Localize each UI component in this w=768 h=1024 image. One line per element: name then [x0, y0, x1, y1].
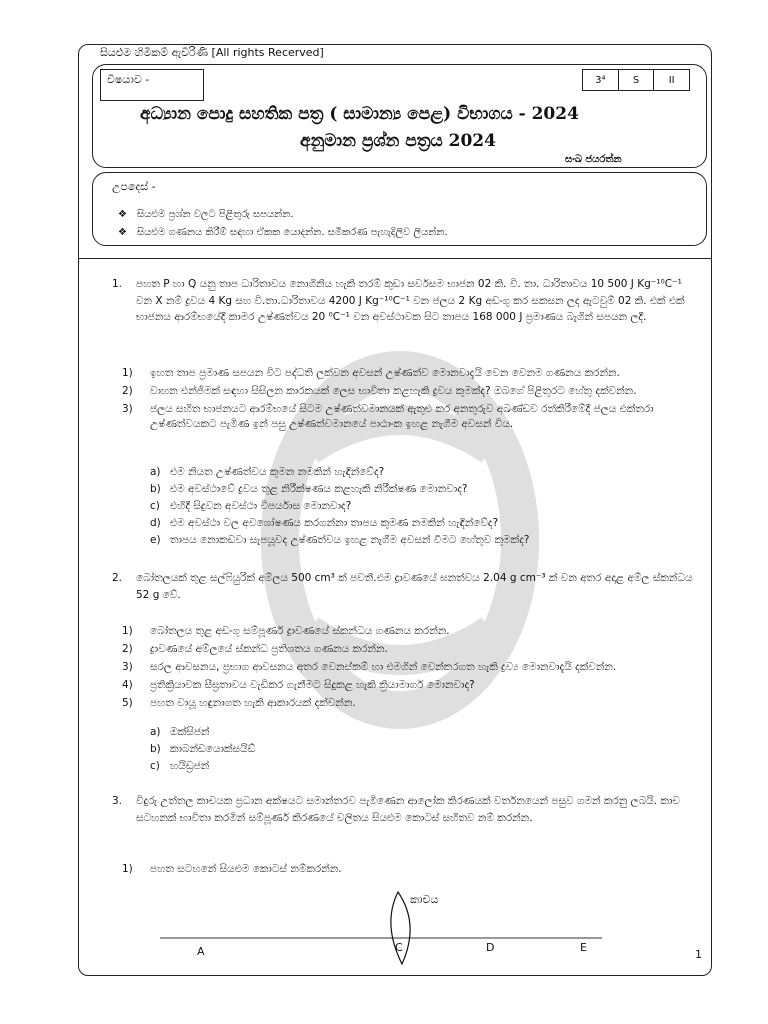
sub-item: e) තාපය නොකඩවා සැපයූවද උෂ්ණත්වය ඉහළ නැගීම අවසන් වීමට හේතුව කුමක්ද? — [150, 534, 530, 546]
question-items — [122, 366, 692, 432]
question-text: බෝතලයක් තුළ සල්ෆියුරික් අම්ලය 500 cm³ ක් පවතී.එම ද්‍රාවණයේ ඝනත්වය 2.04 g cm⁻³ ක් වන අතර අදාළ අම්ල ස්කන්ධය 52 g වේ. — [136, 572, 693, 601]
subject-field — [100, 69, 204, 101]
question-number: 1. — [112, 278, 123, 290]
instructions-title: උපදෙස් - — [112, 180, 156, 193]
diamond-bullet-icon: ❖ — [118, 209, 127, 220]
question-items — [122, 862, 692, 877]
point-label: D — [486, 941, 495, 954]
question-item: 1) ඉහත තාප ප්‍රමාණ සපයන විට පද්ධති ලක්වන අවසන් උෂ්ණත්ව මොනවාදැයි වෙන වෙනම ගණනය කරන්න. — [122, 367, 620, 379]
point-label: C — [395, 941, 403, 954]
question-item: 3) ජලය සහිත භාජනයට ආරම්භයේ සිටම උෂ්ණත්වමානයක් ඇතුළු කර අනතුරුව අඛණ්ඩව රත්කිරීමේදී ජලය එක්තරා උෂ්ණත්වයකට පැමිණ ඉන් පසු උෂ්ණත්වමානයේ පාඨාංක ඉහළ නැගීම අවසන් විය. — [122, 403, 654, 430]
question-item: 2) වාහන එන්ජිමක් සඳහා සිසිලන කාරකයක් ලෙස භාවිතා කළහැකි ද්‍රවය කුමක්ද? ඔබගේ පිළිතුරට හේතු දක්වන්න. — [122, 385, 637, 397]
question-items — [122, 624, 692, 711]
author-name: සංඛ ජයරත්න — [565, 154, 622, 165]
page-number: 1 — [695, 948, 702, 961]
question-item: 5) පහත වායූ හඳුනාගත හැකි ආකාරයක් දක්වන්න. — [122, 697, 356, 709]
instruction-item: ❖ සියළුම ගණනය කිරීම් සඳහා ඒකක යොදන්න. සමීකරණ පැහැදිලිව ලියන්න. — [118, 227, 448, 238]
question-item: 1) බෝතලය තුළ අඩංගු සම්පූර්ණ ද්‍රාවණයේ ස්කන්ධය ගණනය කරන්න. — [122, 625, 450, 637]
sub-item: a) එම නියත උෂ්ණත්වය කුමන නමකින් හැඳින්වේද? — [150, 466, 385, 478]
question-number: 2. — [112, 572, 123, 584]
sub-item: b) එම අවස්ථාවේ ද්‍රවය තුළ නිරීක්ෂණය කළහැකි නිරීක්ෂණ මොනවාද? — [150, 483, 468, 495]
paper-subtitle: අනුමාන ප්‍රශ්න පත්‍රය 2024 — [300, 131, 496, 151]
diamond-bullet-icon: ❖ — [118, 227, 127, 238]
sub-item: d) එම අවස්ථා වල අවශෝෂණය කරගන්නා තාපය කුමණ නමකින් හැඳින්වේද? — [150, 517, 499, 529]
sub-item: b) කාබන්ඩයොක්සයිඩ් — [150, 743, 256, 755]
question-number: 3. — [112, 795, 123, 807]
divider — [78, 258, 712, 259]
question-item: 3) සරල ආවසනය, ප්‍රභාග ආවසනය අතර වෙනස්කම් හා එමගින් වෙන්කරගත හැකි ද්‍රව්‍ය මොනවාදැයි දක්වන්න. — [122, 661, 617, 673]
instruction-item: ❖ සියළුම ප්‍රශ්න වලට පිළිතුරු සපයන්න. — [118, 209, 294, 220]
sub-item: c) හයිඩ්‍රජන් — [150, 760, 210, 772]
sub-item: c) එහිදී සිදුවන අවස්ථා විපර්යාස මොනවාද? — [150, 500, 352, 512]
code-cell-grade: 3⁴ — [595, 74, 606, 86]
question-item: 1) පහත සටහනේ සියළුම කොටස් නම්කරන්න. — [122, 863, 342, 875]
question-item: 2) ද්‍රාවණයේ අම්ලයේ ස්කන්ධ ප්‍රතිශතය ගණනය කරන්න. — [122, 643, 388, 655]
point-label: E — [580, 941, 587, 954]
sub-items — [150, 724, 450, 775]
lens-diagram — [150, 888, 630, 968]
exam-title: අධ්‍යාන පොදු සහතික පත්‍ර ( සාමාන්‍ය පෙළ) විභාගය - 2024 — [140, 104, 579, 124]
subject-label: විෂයාව - — [107, 73, 150, 86]
sub-items — [150, 464, 690, 549]
point-label: A — [197, 945, 205, 958]
paper-code-box — [582, 69, 690, 91]
code-cell-part: II — [653, 70, 689, 90]
rights-notice: සියළුම හිමිකම් ඇවිරිණි [All rights Recerved] — [100, 46, 324, 59]
lens-label: කාචය — [410, 893, 439, 906]
question-text: විදුරු උත්තල කාචයක ප්‍රධාන අක්ෂයට සමාන්තරව පැමිණෙන ආලෝක කිරණයක් වර්තනයෙන් පසුව ගමන් කරනු ලබයි. කාච සටහනක් භාවිතා කරමින් සම්පූර්ණ කිරණයේ චලිතය සියළුම කොටස් සහිතව නම් කරන්න. — [136, 795, 680, 824]
sub-item: a) ඔක්සිජන් — [150, 726, 210, 738]
question-text: පහත P හා Q යනු තාප ධාරිතාවය නොගිනිය හැකි තරම් කුඩා සර්වසම භාජන 02 කි. වි. තා. ධාරිතාවය 10 500 J Kg⁻¹⁰C⁻¹ වන X නම් ද්‍රවය 4 Kg සහ වි.තා.ධාරිතාවය 4200 J Kg⁻¹⁰C⁻¹ වන ජලය 2 Kg අඩංගු කර සකසන ලද ඇටවුම් 02 කි. එක් එක් භාජනය ආරම්භයේදී කාමර උෂ්ණත්වය 20 ⁰C⁻¹ වන අවස්ථාවක සිට තාපය 168 000 J ප්‍රමාණය බැගින් සපයන ලදී. — [136, 278, 685, 323]
question-item: 4) ප්‍රතික්‍රියාවක සීඝ්‍රතාවය වැඩිකර ගැනීමට සිදුකළ හැකි ක්‍රියාමාර්ග මොනවාද? — [122, 679, 475, 691]
code-cell-subject: S — [618, 70, 654, 90]
